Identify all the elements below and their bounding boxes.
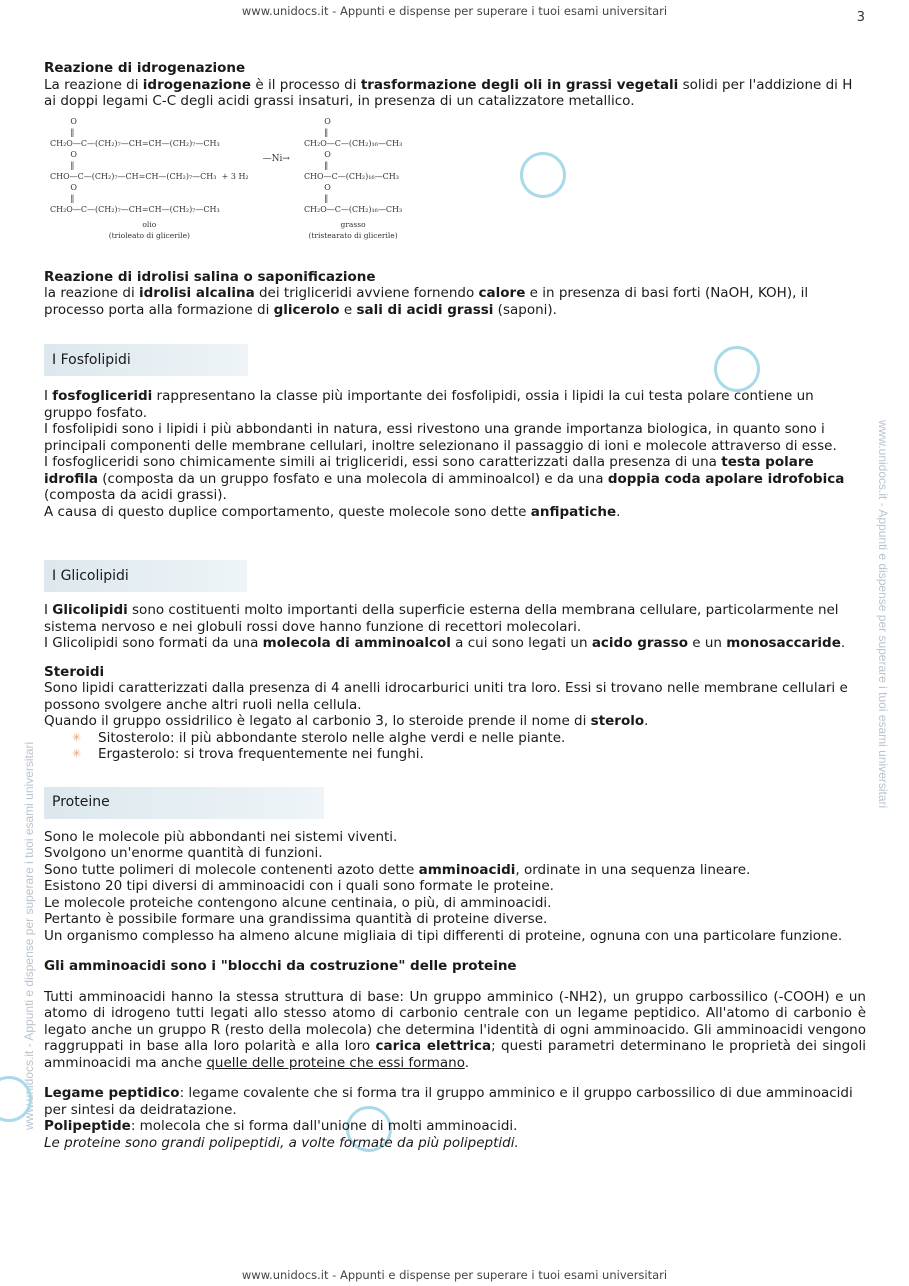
paragraph: A causa di questo duplice comportamento, queste molecole sono dette anfipatiche. <box>44 503 621 520</box>
side-watermark-right: www.unidocs.it - Appunti e dispense per superare i tuoi esami universitari <box>876 420 890 809</box>
paragraph: Pertanto è possibile formare una grandissima quantità di proteine diverse. <box>44 911 548 927</box>
paragraph: Le molecole proteiche contengono alcune centinaia, o più, di amminoacidi. <box>44 894 552 911</box>
paragraph: Sono tutte polimeri di molecole contenenti azoto dette amminoacidi, ordinate in una sequenza lineare. <box>44 861 751 878</box>
paragraph: I fosfogliceridi rappresentano la classe più importante dei fosfolipidi, ossia i lipidi la cui testa polare contiene un gruppo fosfato. <box>44 388 814 421</box>
paragraph: Svolgono un'enorme quantità di funzioni. <box>44 845 323 861</box>
section-title: Reazione di idrolisi salina o saponificazione <box>44 268 376 285</box>
sterol-list <box>44 730 866 763</box>
oil-caption: olio (trioleato di glicerile) <box>108 219 190 240</box>
paragraph: Esistono 20 tipi diversi di amminoacidi con i quali sono formate le proteine. <box>44 878 554 894</box>
section-tab-fosfolipidi: I Fosfolipidi <box>44 344 248 376</box>
definition: Le proteine sono grandi polipeptidi, a volte formate da più polipeptidi. <box>44 1134 519 1151</box>
paragraph: Sono lipidi caratterizzati dalla presenza di 4 anelli idrocarburici uniti tra loro. Essi si trovano nelle membrane cellulari e possono svolgere anche altri ruoli nella cellula. <box>44 680 848 713</box>
fat-caption: grasso (tristearato di glicerile) <box>308 219 398 240</box>
paragraph: I fosfolipidi sono i lipidi i più abbondanti in natura, essi rivestono una grande importanza biologica, in quanto sono i principali componenti delle membrane cellulari, inoltre selezionano il passaggio di ioni e molecole attraverso di esse. <box>44 421 837 454</box>
list-item: ✳ Ergasterolo: si trova frequentemente nei funghi. <box>98 746 866 763</box>
paragraph: I Glicolipidi sono formati da una molecola di amminoalcol a cui sono legati un acido grasso e un monosaccaride. <box>44 635 846 651</box>
side-watermark-left: www.unidocs.it - Appunti e dispense per superare i tuoi esami universitari <box>22 741 36 1130</box>
paragraph: I fosfogliceridi sono chimicamente simili ai trigliceridi, essi sono caratterizzati dalla presenza di una testa polare idrofila (composta da un gruppo fosfato e una molecola di amminoalcol) e da una doppia coda apolare idrofobica (composta da acidi grassi). <box>44 454 845 503</box>
subsection-title: Gli amminoacidi sono i "blocchi da costruzione" delle proteine <box>44 958 517 974</box>
page-footer: www.unidocs.it - Appunti e dispense per superare i tuoi esami universitari <box>241 1268 668 1282</box>
fat-formula: O ‖ CH₂O—C—(CH₂)₁₆—CH₃ O ‖ CHO—C—(CH₂)₁₆—CH₃ O ‖ CH₂O—C—(CH₂)₁₆—CH₃ <box>303 116 403 214</box>
paragraph: La reazione di idrogenazione è il processo di trasformazione degli oli in grassi vegetali solidi per l'addizione di H ai doppi legami C-C degli acidi grassi insaturi, in presenza di un catalizzatore metallico. <box>44 76 853 109</box>
paragraph: Un organismo complesso ha almeno alcune migliaia di tipi differenti di proteine, ognuna con una particolare funzione. <box>44 927 843 944</box>
section-title: Steroidi <box>44 663 105 680</box>
paragraph: Quando il gruppo ossidrilico è legato al carbonio 3, lo steroide prende il nome di sterolo. <box>44 713 649 729</box>
list-item: ✳ Sitosterolo: il più abbondante sterolo nelle alghe verdi e nelle piante. <box>98 730 866 747</box>
paragraph: Sono le molecole più abbondanti nei sistemi viventi. <box>44 828 398 845</box>
definition: Polipeptide: molecola che si forma dall'unione di molti amminoacidi. <box>44 1118 518 1134</box>
section-tab-glicolipidi: I Glicolipidi <box>44 560 247 592</box>
page-number: 3 <box>856 10 865 25</box>
paragraph: Tutti amminoacidi hanno la stessa struttura di base: Un gruppo amminico (-NH2), un gruppo carbossilico (-COOH) e un atomo di idrogeno tutti legati allo stesso atomo di carbonio centrale con un legame peptidico. All'atomo di carbonio è legato anche un gruppo R (resto della molecola) che determina l'identità di ogni amminoacido. Gli amminoacidi vengono raggruppati in base alla loro polarità e alla loro carica elettrica; questi parametri determinano le proprietà dei singoli amminoacidi ma anche quelle delle proteine che essi formano. <box>44 988 866 1071</box>
oil-formula: O ‖ CH₂O—C—(CH₂)₇—CH=CH—(CH₂)₇—CH₃ O ‖ CHO—C—(CH₂)₇—CH=CH—(CH₂)₇—CH₃ + 3 H₂ O ‖ CH₂O—C—(CH₂)₇—CH=CH—(CH₂)₇—CH₃ <box>50 116 249 214</box>
reaction-arrow: —Ni→ <box>262 153 290 164</box>
section-tab-proteine: Proteine <box>44 787 324 819</box>
paragraph: I Glicolipidi sono costituenti molto importanti della superficie esterna della membrana cellulare, particolarmente nel sistema nervoso e nei globuli rossi dove hanno funzione di recettori molecolari. <box>44 602 839 635</box>
page-header: www.unidocs.it - Appunti e dispense per superare i tuoi esami universitari <box>241 4 668 18</box>
document-body <box>44 60 866 1151</box>
hydrogenation-reaction-figure <box>50 116 866 241</box>
paragraph: la reazione di idrolisi alcalina dei trigliceridi avviene fornendo calore e in presenza di basi forti (NaOH, KOH), il processo porta alla formazione di glicerolo e sali di acidi grassi (saponi). <box>44 285 809 318</box>
definition: Legame peptidico: legame covalente che si forma tra il gruppo amminico e il gruppo carbossilico di due amminoacidi per sintesi da deidratazione. <box>44 1085 853 1118</box>
section-title: Reazione di idrogenazione <box>44 60 246 76</box>
